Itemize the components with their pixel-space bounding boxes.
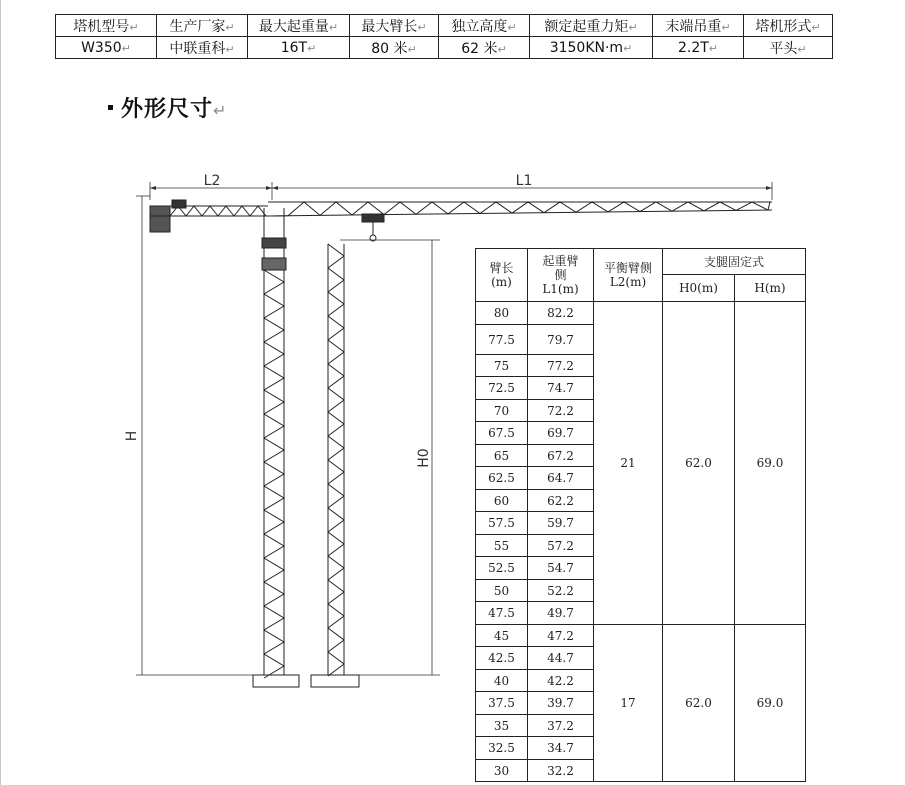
spec-value-cell: 62 米↵ (439, 37, 530, 59)
dims-cell: 32.2 (528, 760, 594, 782)
col-h0: H0(m) (663, 275, 735, 302)
dims-cell: 32.5 (476, 737, 528, 760)
dims-cell: 35 (476, 715, 528, 737)
spec-value-cell: W350↵ (56, 37, 157, 59)
label-h0: H0 (416, 448, 432, 468)
dims-header-row (476, 249, 806, 275)
dims-group-cell: 21 (594, 302, 663, 625)
spec-header-cell: 末端吊重↵ (653, 15, 744, 37)
spec-value-cell: 80 米↵ (350, 37, 439, 59)
dims-cell: 52.5 (476, 557, 528, 580)
col-h: H(m) (735, 275, 806, 302)
dims-cell: 75 (476, 355, 528, 377)
spec-value-cell: 中联重科↵ (157, 37, 248, 59)
climbing-frame (262, 258, 286, 270)
spec-header-cell: 塔机形式↵ (744, 15, 833, 37)
dims-cell: 47.2 (528, 625, 594, 647)
dims-cell: 67.5 (476, 422, 528, 445)
hoist-winch (172, 200, 186, 208)
dims-cell: 45 (476, 625, 528, 647)
dims-cell: 34.7 (528, 737, 594, 760)
col-l2: 平衡臂侧 L2(m) (594, 249, 663, 302)
dims-cell: 74.7 (528, 377, 594, 400)
spec-header-cell: 塔机型号↵ (56, 15, 157, 37)
spec-value-cell: 16T↵ (248, 37, 350, 59)
trolley (362, 214, 384, 222)
spec-header-cell: 额定起重力矩↵ (530, 15, 653, 37)
dims-cell: 37.2 (528, 715, 594, 737)
spec-header-cell: 最大臂长↵ (350, 15, 439, 37)
dims-cell: 50 (476, 580, 528, 602)
dims-cell: 62.2 (528, 490, 594, 512)
dimension-table (475, 248, 806, 782)
dims-cell: 77.5 (476, 325, 528, 355)
dims-cell: 64.7 (528, 467, 594, 490)
section-lacing (328, 244, 344, 676)
spec-value-cell: 2.2T↵ (653, 37, 744, 59)
dims-row (476, 625, 806, 647)
tower-lacing (264, 270, 284, 678)
dims-cell: 65 (476, 445, 528, 467)
dims-cell: 49.7 (528, 602, 594, 625)
dims-cell: 70 (476, 400, 528, 422)
arrowhead (150, 186, 156, 190)
slewing-unit (262, 238, 286, 248)
dims-cell: 30 (476, 760, 528, 782)
arrowhead (272, 186, 278, 190)
spec-value-cell: 平头↵ (744, 37, 833, 59)
dims-cell: 40 (476, 670, 528, 692)
dims-cell: 37.5 (476, 692, 528, 715)
counterweight (150, 206, 170, 232)
tower-base (253, 675, 299, 687)
arrowhead (266, 186, 272, 190)
dims-group-cell: 17 (594, 625, 663, 782)
jib-lacing (272, 202, 770, 216)
dims-cell: 62.5 (476, 467, 528, 490)
dims-group-cell: 69.0 (735, 625, 806, 782)
dims-cell: 69.7 (528, 422, 594, 445)
spec-value-cell: 3150KN·m↵ (530, 37, 653, 59)
col-l1: 起重臂 侧 L1(m) (528, 249, 594, 302)
dims-cell: 39.7 (528, 692, 594, 715)
section-heading: 外形尺寸↵ (108, 92, 227, 123)
jib-bottom-chord (268, 210, 772, 216)
dims-cell: 57.2 (528, 535, 594, 557)
dims-cell: 55 (476, 535, 528, 557)
dims-cell: 54.7 (528, 557, 594, 580)
dims-cell: 77.2 (528, 355, 594, 377)
arrowhead (766, 186, 772, 190)
spec-header-cell: 最大起重量↵ (248, 15, 350, 37)
dims-cell: 80 (476, 302, 528, 325)
dims-cell: 79.7 (528, 325, 594, 355)
col-jib-length: 臂长 (m) (476, 249, 528, 302)
spec-header-cell: 生产厂家↵ (157, 15, 248, 37)
spec-header-cell: 独立高度↵ (439, 15, 530, 37)
dims-cell: 82.2 (528, 302, 594, 325)
label-h: H (124, 430, 140, 442)
dims-cell: 42.2 (528, 670, 594, 692)
dims-cell: 72.2 (528, 400, 594, 422)
dims-cell: 52.2 (528, 580, 594, 602)
col-group-fixed: 支腿固定式 (663, 249, 806, 275)
label-l2: L2 (203, 173, 221, 189)
dims-group-cell: 62.0 (663, 625, 735, 782)
dims-cell: 67.2 (528, 445, 594, 467)
dims-cell: 57.5 (476, 512, 528, 535)
dims-group-cell: 62.0 (663, 302, 735, 625)
dims-cell: 42.5 (476, 647, 528, 670)
dims-row (476, 302, 806, 325)
section-base (311, 675, 359, 687)
dims-cell: 47.5 (476, 602, 528, 625)
dims-cell: 60 (476, 490, 528, 512)
dims-cell: 72.5 (476, 377, 528, 400)
label-l1: L1 (515, 173, 533, 189)
dims-group-cell: 69.0 (735, 302, 806, 625)
dims-cell: 44.7 (528, 647, 594, 670)
dims-cell: 59.7 (528, 512, 594, 535)
